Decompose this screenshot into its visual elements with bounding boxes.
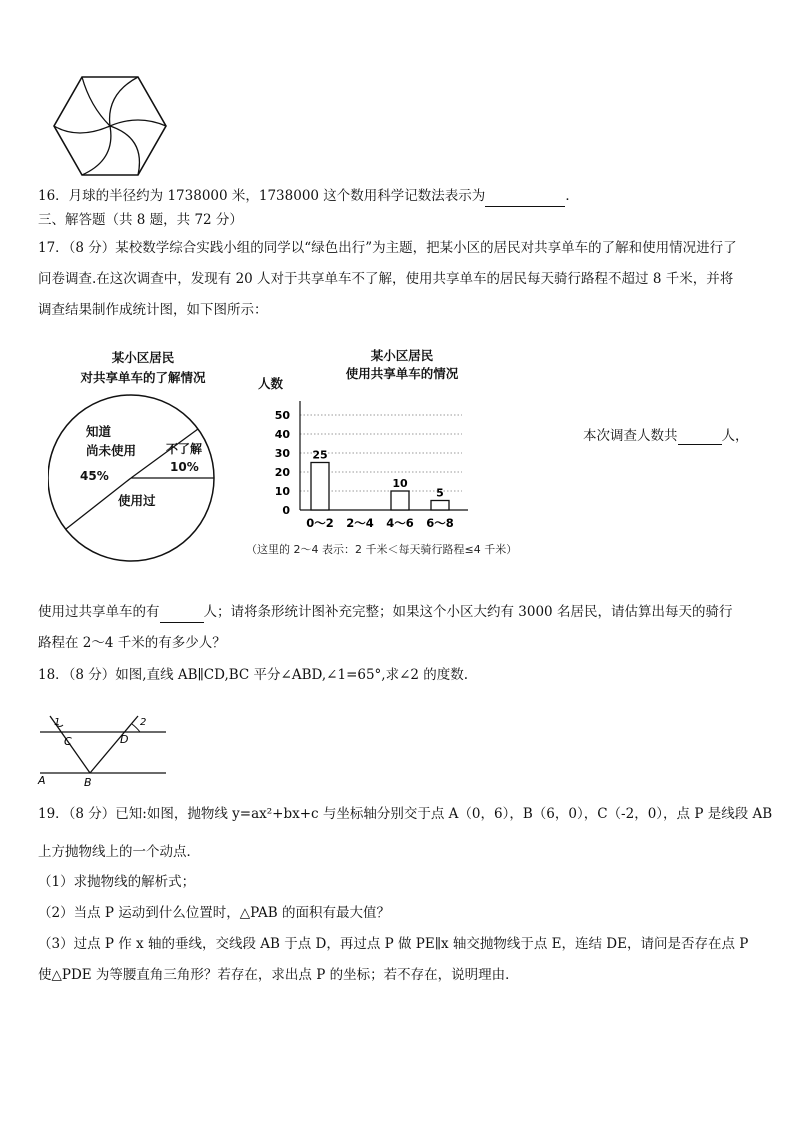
- pie-label-know-1: 知道: [86, 424, 112, 439]
- x-tick-label: 0～2: [306, 516, 334, 530]
- y-tick-label: 50: [274, 409, 290, 422]
- y-tick-label: 10: [274, 485, 290, 498]
- question-19-part3-line2: 使△PDE 为等腰直角三角形？若存在，求出点 P 的坐标；若不存在，说明理由．: [38, 967, 519, 983]
- label-point-a: A: [38, 774, 46, 787]
- pie-chart: [48, 346, 248, 566]
- question-17-line3: 调查结果制作成统计图，如下图所示：: [38, 302, 268, 318]
- question-19-part1: （1）求抛物线的解析式；: [38, 874, 196, 890]
- pie-label-know-2: 尚未使用: [86, 443, 137, 458]
- pie-pct-unknown: 10%: [170, 460, 199, 474]
- question-16: 16．月球的半径约为 1738000 米，1738000 这个数用科学记数法表示为 ．: [38, 186, 579, 207]
- y-tick-label: 0: [282, 504, 290, 517]
- pie-pct-know: 45%: [80, 469, 109, 483]
- label-angle-2: 2: [140, 717, 147, 728]
- label-point-b: B: [84, 776, 92, 788]
- y-tick-label: 30: [274, 447, 290, 460]
- answer-blank: [678, 428, 722, 445]
- bar-value-label: 25: [312, 448, 328, 462]
- y-tick-label: 20: [274, 466, 290, 479]
- question-19-part3-line1: （3）过点 P 作 x 轴的垂线，交线段 AB 于点 D，再过点 P 做 PE∥x 轴交抛物线于点 E，连结 DE，请问是否存在点 P: [38, 936, 749, 952]
- section-heading: 三、解答题（共 8 题，共 72 分）: [38, 212, 243, 228]
- bar-title: 某小区居民: [370, 348, 434, 363]
- answer-blank: [485, 186, 565, 207]
- label-angle-1: 1: [54, 717, 61, 728]
- pie-title-2: 对共享单车的了解情况: [80, 370, 206, 385]
- y-axis-label: 人数: [258, 376, 284, 391]
- bar-value-label: 10: [392, 477, 408, 490]
- question-17-line4: 使用过共享单车的有 人；请将条形统计图补充完整；如果这个小区大约有 3000 名居民，请估算出每天的骑行: [38, 602, 732, 623]
- bar-graphic: [252, 344, 582, 544]
- x-tick-label: 2～4: [346, 516, 374, 530]
- y-tick-label: 40: [274, 428, 290, 441]
- question-17-line1: 17．（8 分）某校数学综合实践小组的同学以“绿色出行”为主题，把某小区的居民对共享单车的了解和使用情况进行了: [38, 240, 737, 256]
- question-19-line2: 上方抛物线上的一个动点．: [38, 844, 200, 860]
- question-19-line1: 19．（8 分）已知:如图，抛物线 y=ax²+bx+c 与坐标轴分别交于点 A（0，6），B（6，0），C（-2，0），点 P 是线段 AB: [38, 806, 773, 822]
- survey-total-text: 本次调查人数共 人，: [583, 428, 749, 444]
- pie-label-used: 使用过: [118, 493, 156, 508]
- parallel-lines-figure: [34, 712, 174, 788]
- question-17-line5: 路程在 2～4 千米的有多少人？: [38, 635, 226, 651]
- question-17-line2: 问卷调查.在这次调查中，发现有 20 人对于共享单车不了解，使用共享单车的居民每天骑行路程不超过 8 千米，并将: [38, 271, 734, 287]
- bar: [431, 501, 449, 511]
- question-19-part2: （2）当点 P 运动到什么位置时，△PAB 的面积有最大值？: [38, 905, 390, 921]
- bar-subtitle: 使用共享单车的情况: [345, 366, 459, 381]
- bar-value-label: 5: [436, 486, 444, 500]
- bar: [311, 463, 329, 511]
- bar: [391, 491, 409, 510]
- pie-title-1: 某小区居民: [111, 350, 175, 365]
- bar-chart: [246, 344, 582, 564]
- hexagon-petal-figure: [50, 74, 170, 178]
- x-tick-label: 4～6: [386, 516, 414, 530]
- label-point-d: D: [120, 733, 129, 746]
- pie-label-unknown: 不了解: [166, 442, 203, 456]
- question-18: 18．（8 分）如图,直线 AB∥CD,BC 平分∠ABD,∠1=65°,求∠2 的度数.: [38, 667, 469, 683]
- bar-note: （这里的 2～4 表示：2 千米＜每天骑行路程≤4 千米）: [246, 543, 518, 556]
- label-point-c: C: [64, 735, 72, 748]
- x-tick-label: 6～8: [426, 516, 454, 530]
- answer-blank: [160, 602, 204, 623]
- pie-graphic: [48, 346, 248, 566]
